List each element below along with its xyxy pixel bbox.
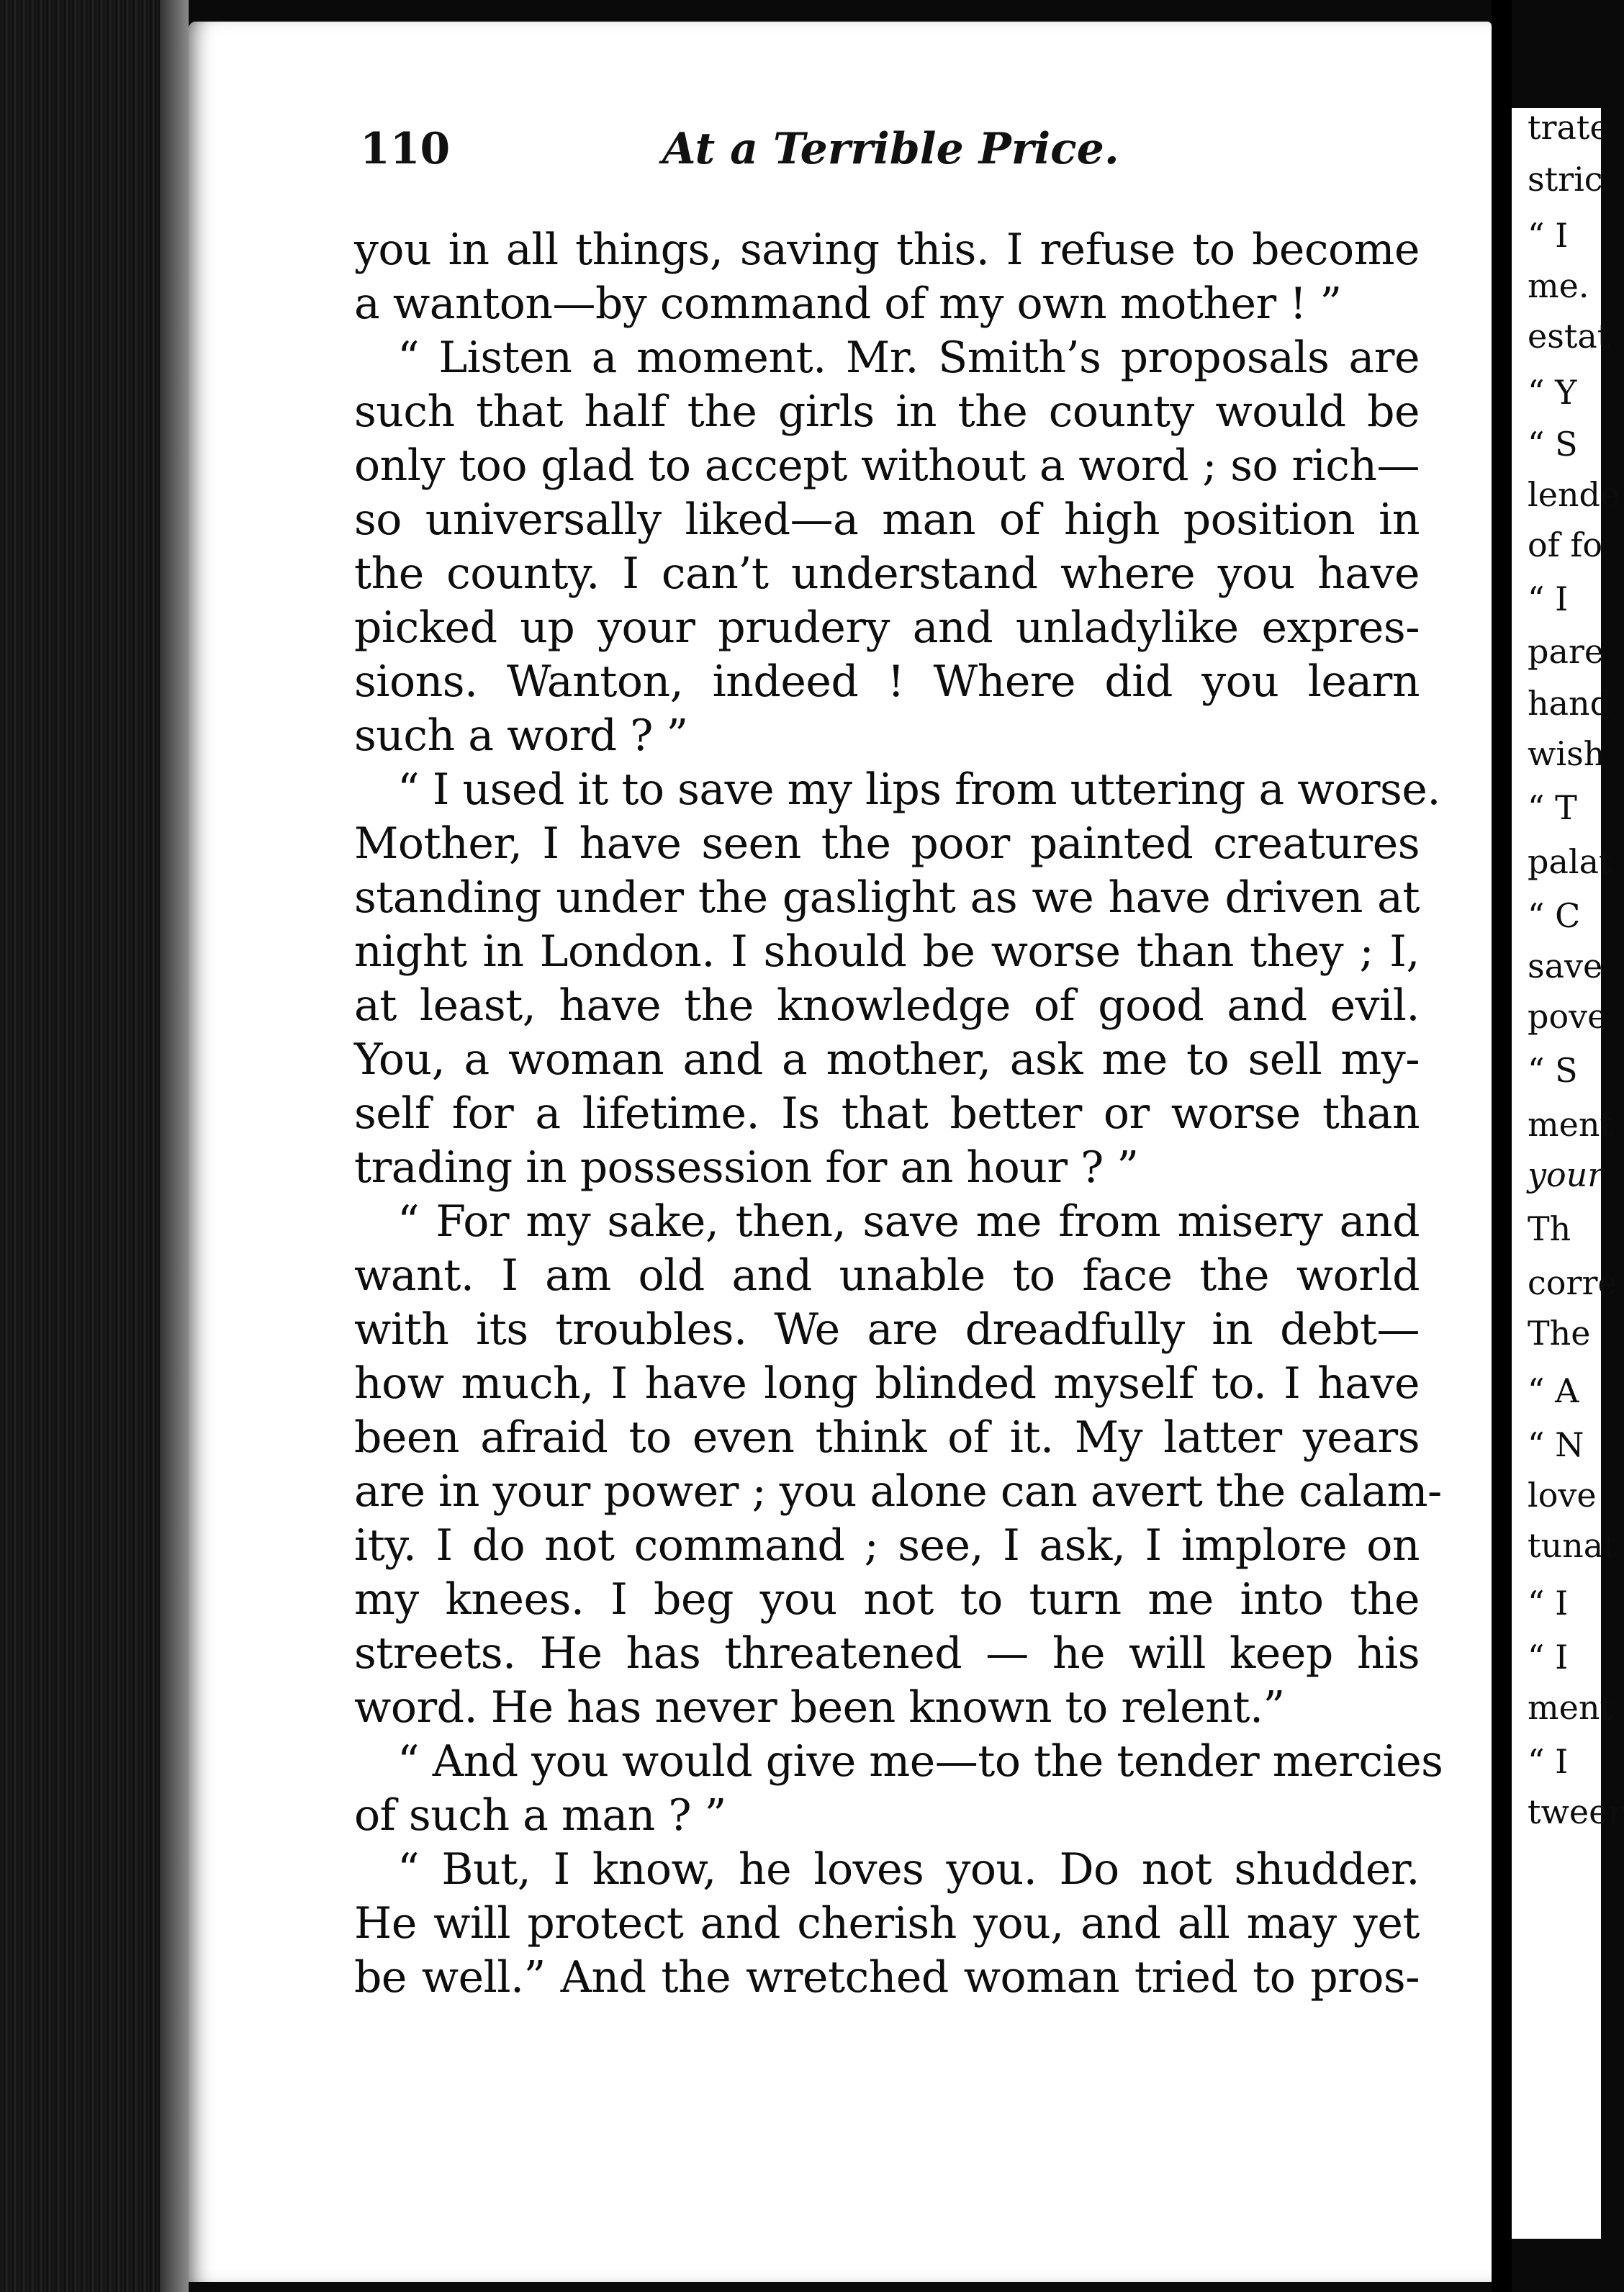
text-line: only too glad to accept without a word ; so rich— — [354, 441, 1420, 491]
book-gutter — [1492, 0, 1512, 2292]
text-line: night in London. I should be worse than they ; I, — [354, 926, 1420, 977]
facing-page-line: save — [1528, 947, 1603, 985]
text-line: self for a lifetime. Is that better or worse than — [354, 1088, 1420, 1139]
text-line: how much, I have long blinded myself to. I have — [354, 1358, 1420, 1409]
text-line: such that half the girls in the county would be — [354, 387, 1420, 437]
text-line: “ And you would give me—to the tender mercies — [397, 1736, 1443, 1787]
facing-page-line: “ T — [1528, 788, 1577, 827]
facing-page-line: estat — [1528, 317, 1611, 356]
text-line: picked up your prudery and unladylike expres- — [354, 603, 1420, 653]
facing-page-line: tweer — [1528, 1792, 1624, 1831]
page-header — [360, 124, 1123, 189]
text-line: you in all things, saving this. I refuse to become — [354, 225, 1420, 275]
facing-page-line: “ I — [1528, 1638, 1569, 1677]
body-text — [354, 223, 1443, 2005]
text-line: standing under the gaslight as we have driven at — [354, 872, 1420, 923]
text-line: a wanton—by command of my own mother ! ” — [354, 279, 1342, 329]
text-line: been afraid to even think of it. My latter years — [354, 1412, 1420, 1463]
facing-page-line: pare — [1528, 632, 1605, 671]
facing-page-line: ment — [1528, 1105, 1613, 1144]
book-page-edge — [0, 0, 189, 2292]
facing-page-fragment — [1512, 108, 1624, 2239]
facing-page-line: love — [1528, 1476, 1597, 1515]
text-line: my knees. I beg you not to turn me into the — [354, 1574, 1420, 1625]
text-line: of such a man ? ” — [354, 1790, 726, 1841]
facing-page-line: The — [1528, 1314, 1591, 1353]
text-line: “ I used it to save my lips from uttering a worse. — [397, 764, 1440, 815]
text-line: He will protect and cherish you, and all may yet — [354, 1898, 1420, 1949]
facing-page-line: corre — [1528, 1263, 1618, 1302]
facing-page-line: me. — [1528, 266, 1589, 305]
facing-page-line: trate — [1528, 108, 1610, 147]
facing-page-line: “ S — [1528, 425, 1578, 464]
facing-page-line: “ Y — [1528, 373, 1577, 412]
facing-page-line: “ A — [1528, 1371, 1579, 1410]
facing-page-line: “ S — [1528, 1051, 1578, 1090]
text-line: streets. He has threatened — he will keep his — [354, 1628, 1420, 1679]
text-line: “ For my sake, then, save me from misery and — [397, 1196, 1420, 1247]
facing-page-line: wish — [1528, 734, 1605, 773]
text-line: at least, have the knowledge of good and evil. — [354, 980, 1420, 1031]
facing-page-line: of fo — [1528, 525, 1603, 564]
facing-page-line: “ I — [1528, 579, 1569, 618]
facing-page-line: ment — [1528, 1688, 1613, 1727]
text-line: Mother, I have seen the poor painted creatures — [354, 818, 1420, 869]
running-title: At a Terrible Price. — [662, 124, 1119, 174]
page-number: 110 — [360, 124, 451, 174]
text-line: trading in possession for an hour ? ” — [354, 1142, 1139, 1193]
facing-page-line: palat — [1528, 842, 1612, 881]
text-line: “ But, I know, he loves you. Do not shudder. — [397, 1844, 1420, 1895]
facing-page-line: Th — [1528, 1209, 1571, 1248]
facing-page-line: your — [1528, 1155, 1604, 1194]
facing-page-line: hand — [1528, 684, 1612, 723]
facing-page-line: “ I — [1528, 216, 1569, 255]
text-line: be well.” And the wretched woman tried to pros- — [354, 1952, 1420, 2003]
text-line: with its troubles. We are dreadfully in debt— — [354, 1304, 1420, 1355]
text-line: word. He has never been known to relent.” — [354, 1682, 1285, 1733]
facing-page-line: “ N — [1528, 1425, 1584, 1464]
facing-page-line: tunat — [1528, 1526, 1617, 1565]
text-line: such a word ? ” — [354, 710, 688, 761]
text-line: You, a woman and a mother, ask me to sell my- — [354, 1034, 1420, 1085]
text-line: so universally liked—a man of high position in — [354, 495, 1420, 545]
facing-page-line: lende — [1528, 475, 1620, 514]
facing-page-line: “ I — [1528, 1584, 1569, 1623]
text-line: the county. I can’t understand where you have — [354, 549, 1420, 599]
facing-page-line: “ I — [1528, 1742, 1569, 1781]
text-line: are in your power ; you alone can avert the calam- — [354, 1466, 1442, 1517]
text-line: want. I am old and unable to face the world — [354, 1250, 1420, 1301]
text-line: “ Listen a moment. Mr. Smith’s proposals are — [397, 333, 1420, 383]
facing-page-line: stric — [1528, 160, 1603, 199]
text-line: sions. Wanton, indeed ! Where did you learn — [354, 657, 1420, 707]
facing-page-line: pove — [1528, 997, 1607, 1036]
facing-page-line: “ C — [1528, 896, 1581, 935]
text-line: ity. I do not command ; see, I ask, I implore on — [354, 1520, 1420, 1571]
